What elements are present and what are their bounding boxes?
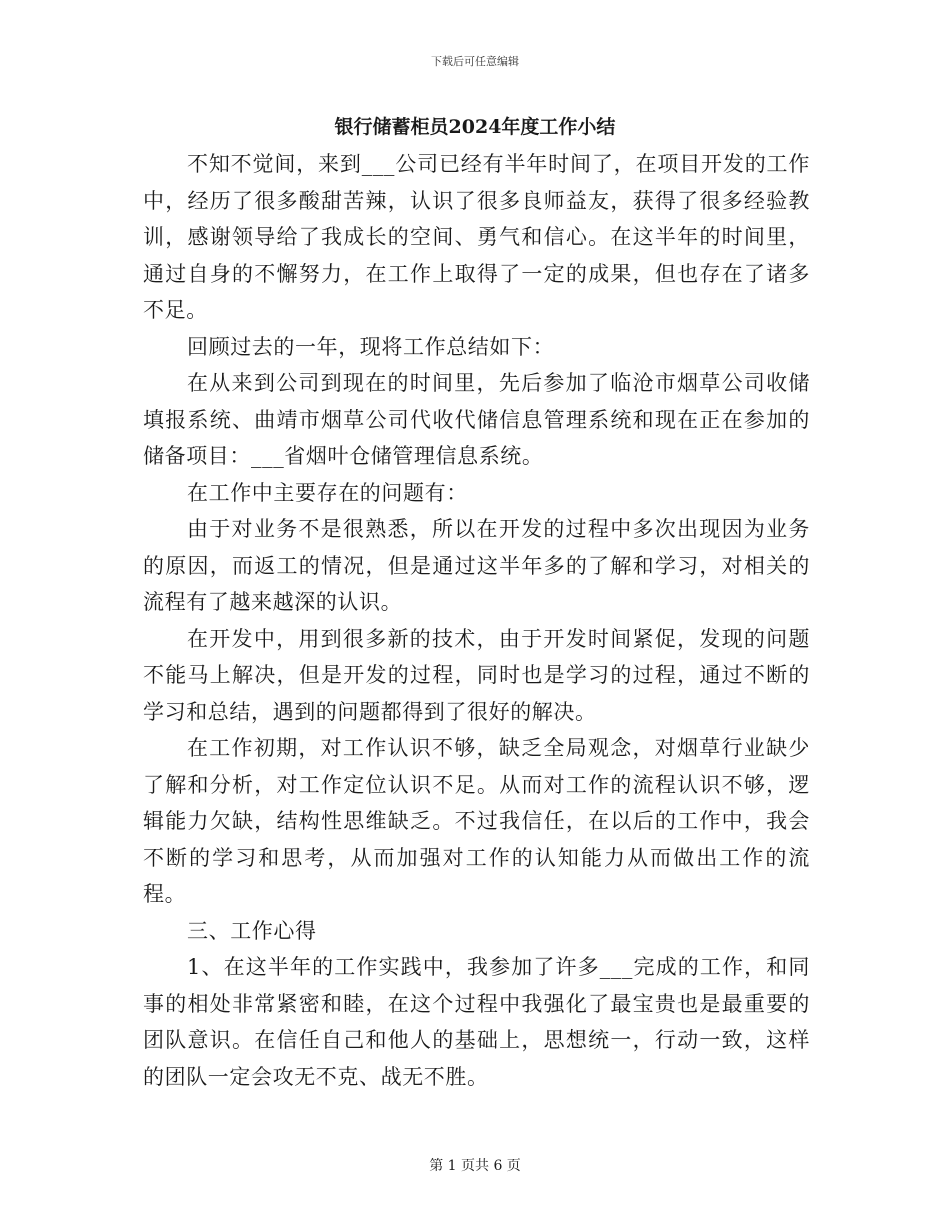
paragraph: 由于对业务不是很熟悉，所以在开发的过程中多次出现因为业务的原因，而返工的情况，但是通过这半年多的了解和学习，对相关的流程有了越来越深的认识。 <box>143 517 810 614</box>
page-header-note: 下载后可任意编辑 <box>431 55 519 68</box>
paragraph: 在工作中主要存在的问题有： <box>187 480 468 505</box>
paragraph: 回顾过去的一年，现将工作总结如下： <box>187 334 555 359</box>
paragraph: 在工作初期，对工作认识不够，缺乏全局观念，对烟草行业缺少了解和分析，对工作定位认识不足。从而对工作的流程认识不够，逻辑能力欠缺，结构性思维缺乏。不过我信任，在以后的工作中，我会不断的学习和思考，从而加强对工作的认知能力从而做出工作的流程。 <box>143 736 810 906</box>
paragraph: 1、在这半年的工作实践中，我参加了许多___完成的工作，和同事的相处非常紧密和睦，在这个过程中我强化了最宝贵也是最重要的团队意识。在信任自己和他人的基础上，思想统一，行动一致，这样的团队一定会攻无不克、战无不胜。 <box>143 955 810 1089</box>
page-number: 第 1 页共 6 页 <box>429 1158 521 1174</box>
document-title: 银行储蓄柜员2024年度工作小结 <box>334 116 616 138</box>
paragraph: 在开发中，用到很多新的技术，由于开发时间紧促，发现的问题不能马上解决，但是开发的过程，同时也是学习的过程，通过不断的学习和总结，遇到的问题都得到了很好的解决。 <box>143 626 810 724</box>
paragraph: 在从来到公司到现在的时间里，先后参加了临沧市烟草公司收储填报系统、曲靖市烟草公司代收代储信息管理系统和现在正在参加的储备项目：___省烟叶仓储管理信息系统。 <box>143 371 810 468</box>
section-heading: 三、工作心得 <box>187 918 317 943</box>
paragraph: 不知不觉间，来到___公司已经有半年时间了，在项目开发的工作中，经历了很多酸甜苦辣，认识了很多良师益友，获得了很多经验教训，感谢领导给了我成长的空间、勇气和信心。在这半年的时间里，通过自身的不懈努力，在工作上取得了一定的成果，但也存在了诸多不足。 <box>143 152 810 322</box>
document-body <box>143 146 810 1095</box>
